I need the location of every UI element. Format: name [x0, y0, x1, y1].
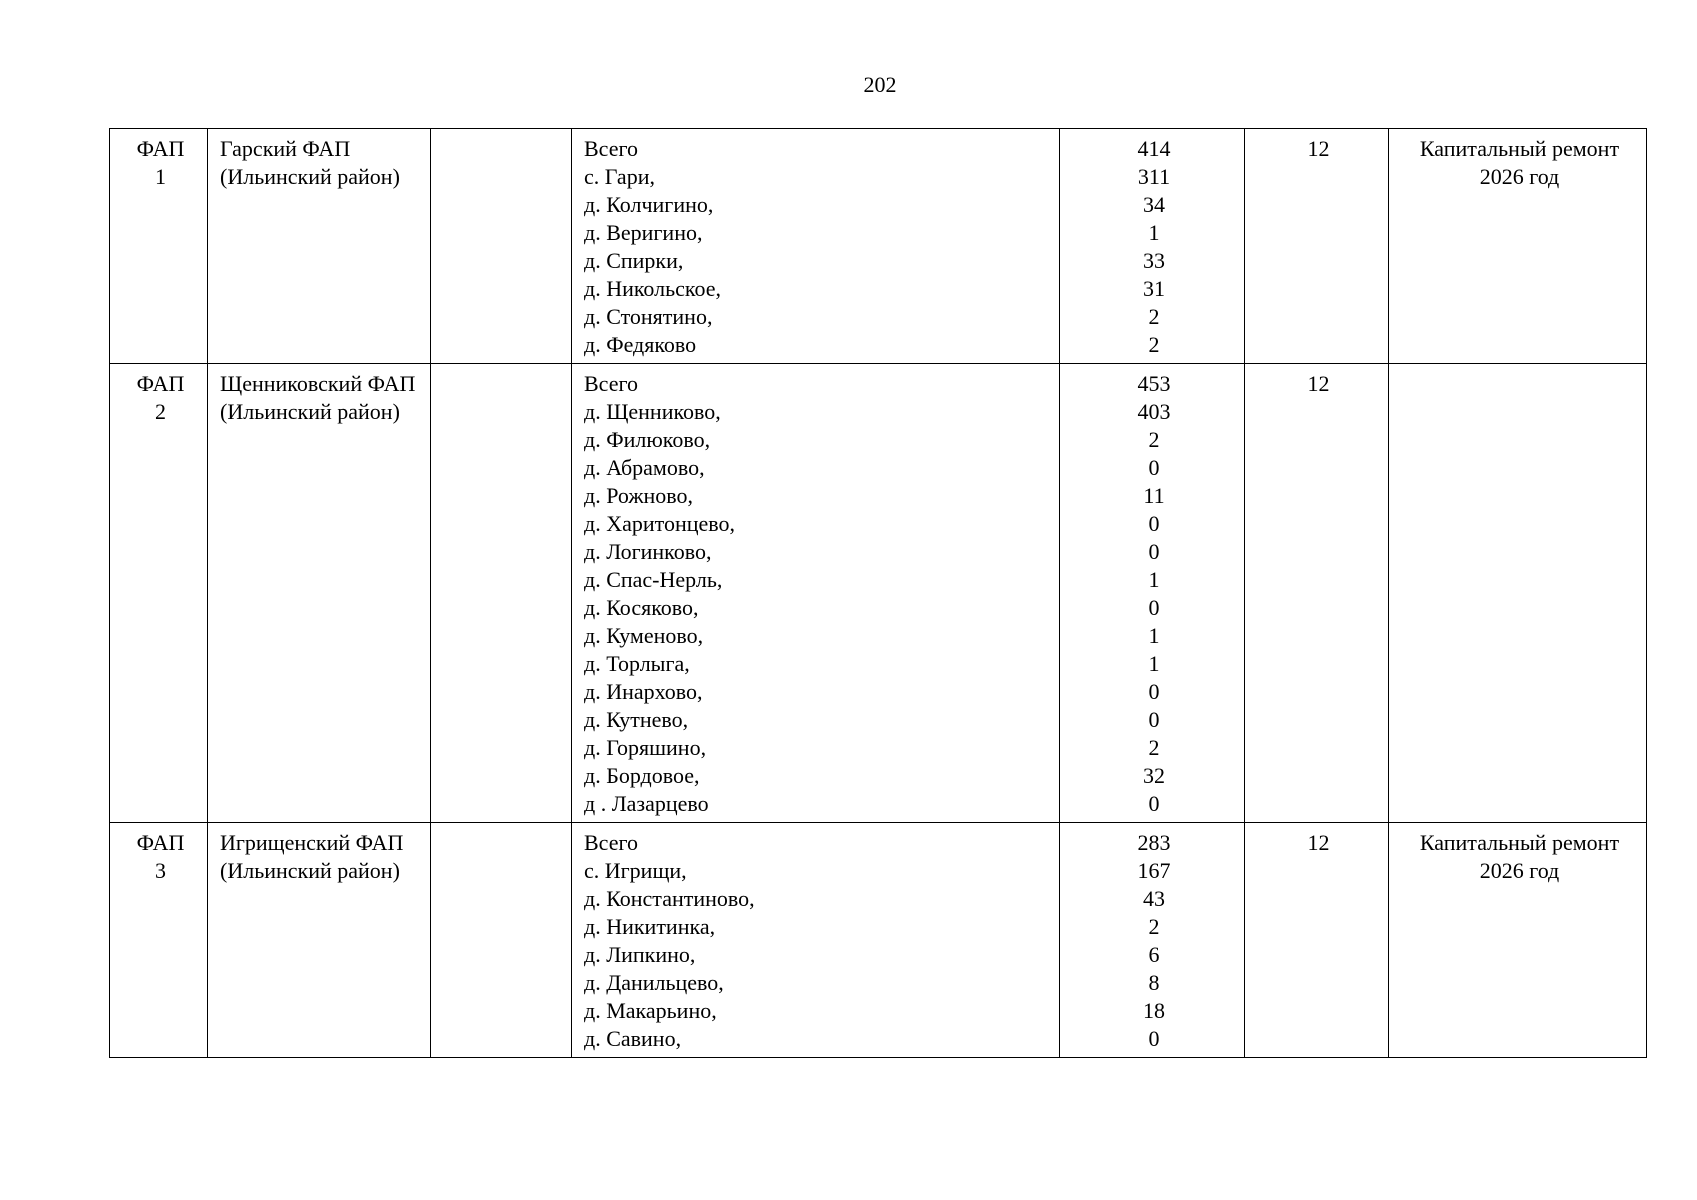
population-value: 283 [1137, 830, 1171, 855]
note-cell [1389, 364, 1647, 823]
settlement-name: Всего [584, 136, 638, 161]
population-value: 0 [1148, 539, 1160, 564]
settlement-name: д. Абрамово, [584, 455, 705, 480]
population-value: 403 [1137, 399, 1171, 424]
settlement-name: д. Рожново, [584, 483, 694, 508]
settlement-name: д. Спас-Нерль, [584, 567, 723, 592]
population-value: 18 [1143, 998, 1165, 1023]
population-value: 8 [1148, 970, 1160, 995]
settlement-name: д. Константиново, [584, 886, 755, 911]
population-value: 1 [1148, 220, 1160, 245]
settlement-name: д. Липкино, [584, 942, 696, 967]
facility-type-cell [110, 129, 208, 364]
population-value: 2 [1148, 332, 1160, 357]
settlement-name: д. Спирки, [584, 248, 684, 273]
settlement-name: д. Горяшино, [584, 735, 707, 760]
facility-name-cell [208, 364, 431, 823]
population-value: 31 [1143, 276, 1165, 301]
population-value: 2 [1148, 304, 1160, 329]
population-value: 32 [1143, 763, 1165, 788]
facility-type-line: ФАП [136, 371, 185, 396]
facility-type-line: 2 [155, 399, 166, 424]
empty-cell [431, 129, 572, 364]
settlement-name: Всего [584, 371, 638, 396]
staff-value: 12 [1307, 136, 1330, 161]
population-value: 1 [1148, 623, 1160, 648]
facility-type-cell [110, 823, 208, 1058]
empty-cell [431, 364, 572, 823]
population-value: 33 [1143, 248, 1165, 273]
settlement-name: д. Веригино, [584, 220, 703, 245]
staff-value: 12 [1307, 371, 1330, 396]
note-line: 2026 год [1479, 164, 1560, 189]
settlement-name: д. Инархово, [584, 679, 703, 704]
settlement-name: д. Макарьино, [584, 998, 717, 1023]
population-value: 1 [1148, 567, 1160, 592]
page-number: 202 [863, 72, 897, 97]
table-row [110, 823, 1647, 1058]
population-value: 34 [1143, 192, 1165, 217]
empty-cell [431, 823, 572, 1058]
note-cell [1389, 129, 1647, 364]
population-value: 1 [1148, 651, 1160, 676]
settlement-name: д. Никитинка, [584, 914, 716, 939]
staff-cell [1245, 129, 1389, 364]
staff-cell [1245, 823, 1389, 1058]
population-value: 43 [1143, 886, 1165, 911]
population-value: 453 [1137, 371, 1171, 396]
population-cell [1060, 364, 1245, 823]
population-value: 0 [1148, 511, 1160, 536]
settlement-name: д . Лазарцево [584, 791, 709, 816]
population-cell [1060, 129, 1245, 364]
facility-name-cell [208, 129, 431, 364]
staff-value: 12 [1307, 830, 1330, 855]
population-value: 0 [1148, 791, 1160, 816]
facility-type-line: 1 [155, 164, 166, 189]
facility-name: Игрищенский ФАП (Ильинский район) [220, 830, 404, 883]
settlement-name: д. Бордовое, [584, 763, 700, 788]
population-value: 2 [1148, 427, 1160, 452]
population-value: 11 [1143, 483, 1165, 508]
settlements-cell [572, 823, 1060, 1058]
table-row [110, 364, 1647, 823]
table-row [110, 129, 1647, 364]
population-value: 6 [1148, 942, 1160, 967]
settlement-name: д. Кутнево, [584, 707, 689, 732]
settlements-cell [572, 129, 1060, 364]
settlement-name: Всего [584, 830, 638, 855]
facility-type-line: 3 [155, 858, 166, 883]
population-value: 414 [1137, 136, 1171, 161]
settlement-name: д. Куменово, [584, 623, 704, 648]
settlement-name: д. Харитонцево, [584, 511, 735, 536]
population-value: 0 [1148, 1026, 1160, 1051]
population-value: 0 [1148, 679, 1160, 704]
note-cell [1389, 823, 1647, 1058]
fap-table [109, 128, 1647, 1058]
note-line: Капитальный ремонт [1419, 136, 1620, 161]
settlement-name: д. Филюково, [584, 427, 711, 452]
settlement-name: д. Данильцево, [584, 970, 724, 995]
population-value: 0 [1148, 595, 1160, 620]
note-line: Капитальный ремонт [1419, 830, 1620, 855]
population-value: 311 [1137, 164, 1171, 189]
population-cell [1060, 823, 1245, 1058]
facility-name: Щенниковский ФАП (Ильинский район) [220, 371, 416, 424]
settlement-name: с. Гари, [584, 164, 655, 189]
staff-cell [1245, 364, 1389, 823]
facility-type-cell [110, 364, 208, 823]
settlements-cell [572, 364, 1060, 823]
population-value: 167 [1137, 858, 1171, 883]
settlement-name: д. Косяково, [584, 595, 699, 620]
population-value: 2 [1148, 735, 1160, 760]
settlement-name: д. Никольское, [584, 276, 722, 301]
facility-name-cell [208, 823, 431, 1058]
population-value: 2 [1148, 914, 1160, 939]
facility-type-line: ФАП [136, 136, 185, 161]
facility-name: Гарский ФАП (Ильинский район) [220, 136, 400, 189]
facility-type-line: ФАП [136, 830, 185, 855]
settlement-name: д. Федяково [584, 332, 697, 357]
settlement-name: д. Савино, [584, 1026, 682, 1051]
settlement-name: д. Логинково, [584, 539, 712, 564]
settlement-name: д. Торлыга, [584, 651, 690, 676]
settlement-name: с. Игрищи, [584, 858, 687, 883]
table-body [110, 129, 1647, 1058]
settlement-name: д. Щенниково, [584, 399, 721, 424]
population-value: 0 [1148, 455, 1160, 480]
note-line: 2026 год [1479, 858, 1560, 883]
settlement-name: д. Стонятино, [584, 304, 713, 329]
settlement-name: д. Колчигино, [584, 192, 714, 217]
population-value: 0 [1148, 707, 1160, 732]
